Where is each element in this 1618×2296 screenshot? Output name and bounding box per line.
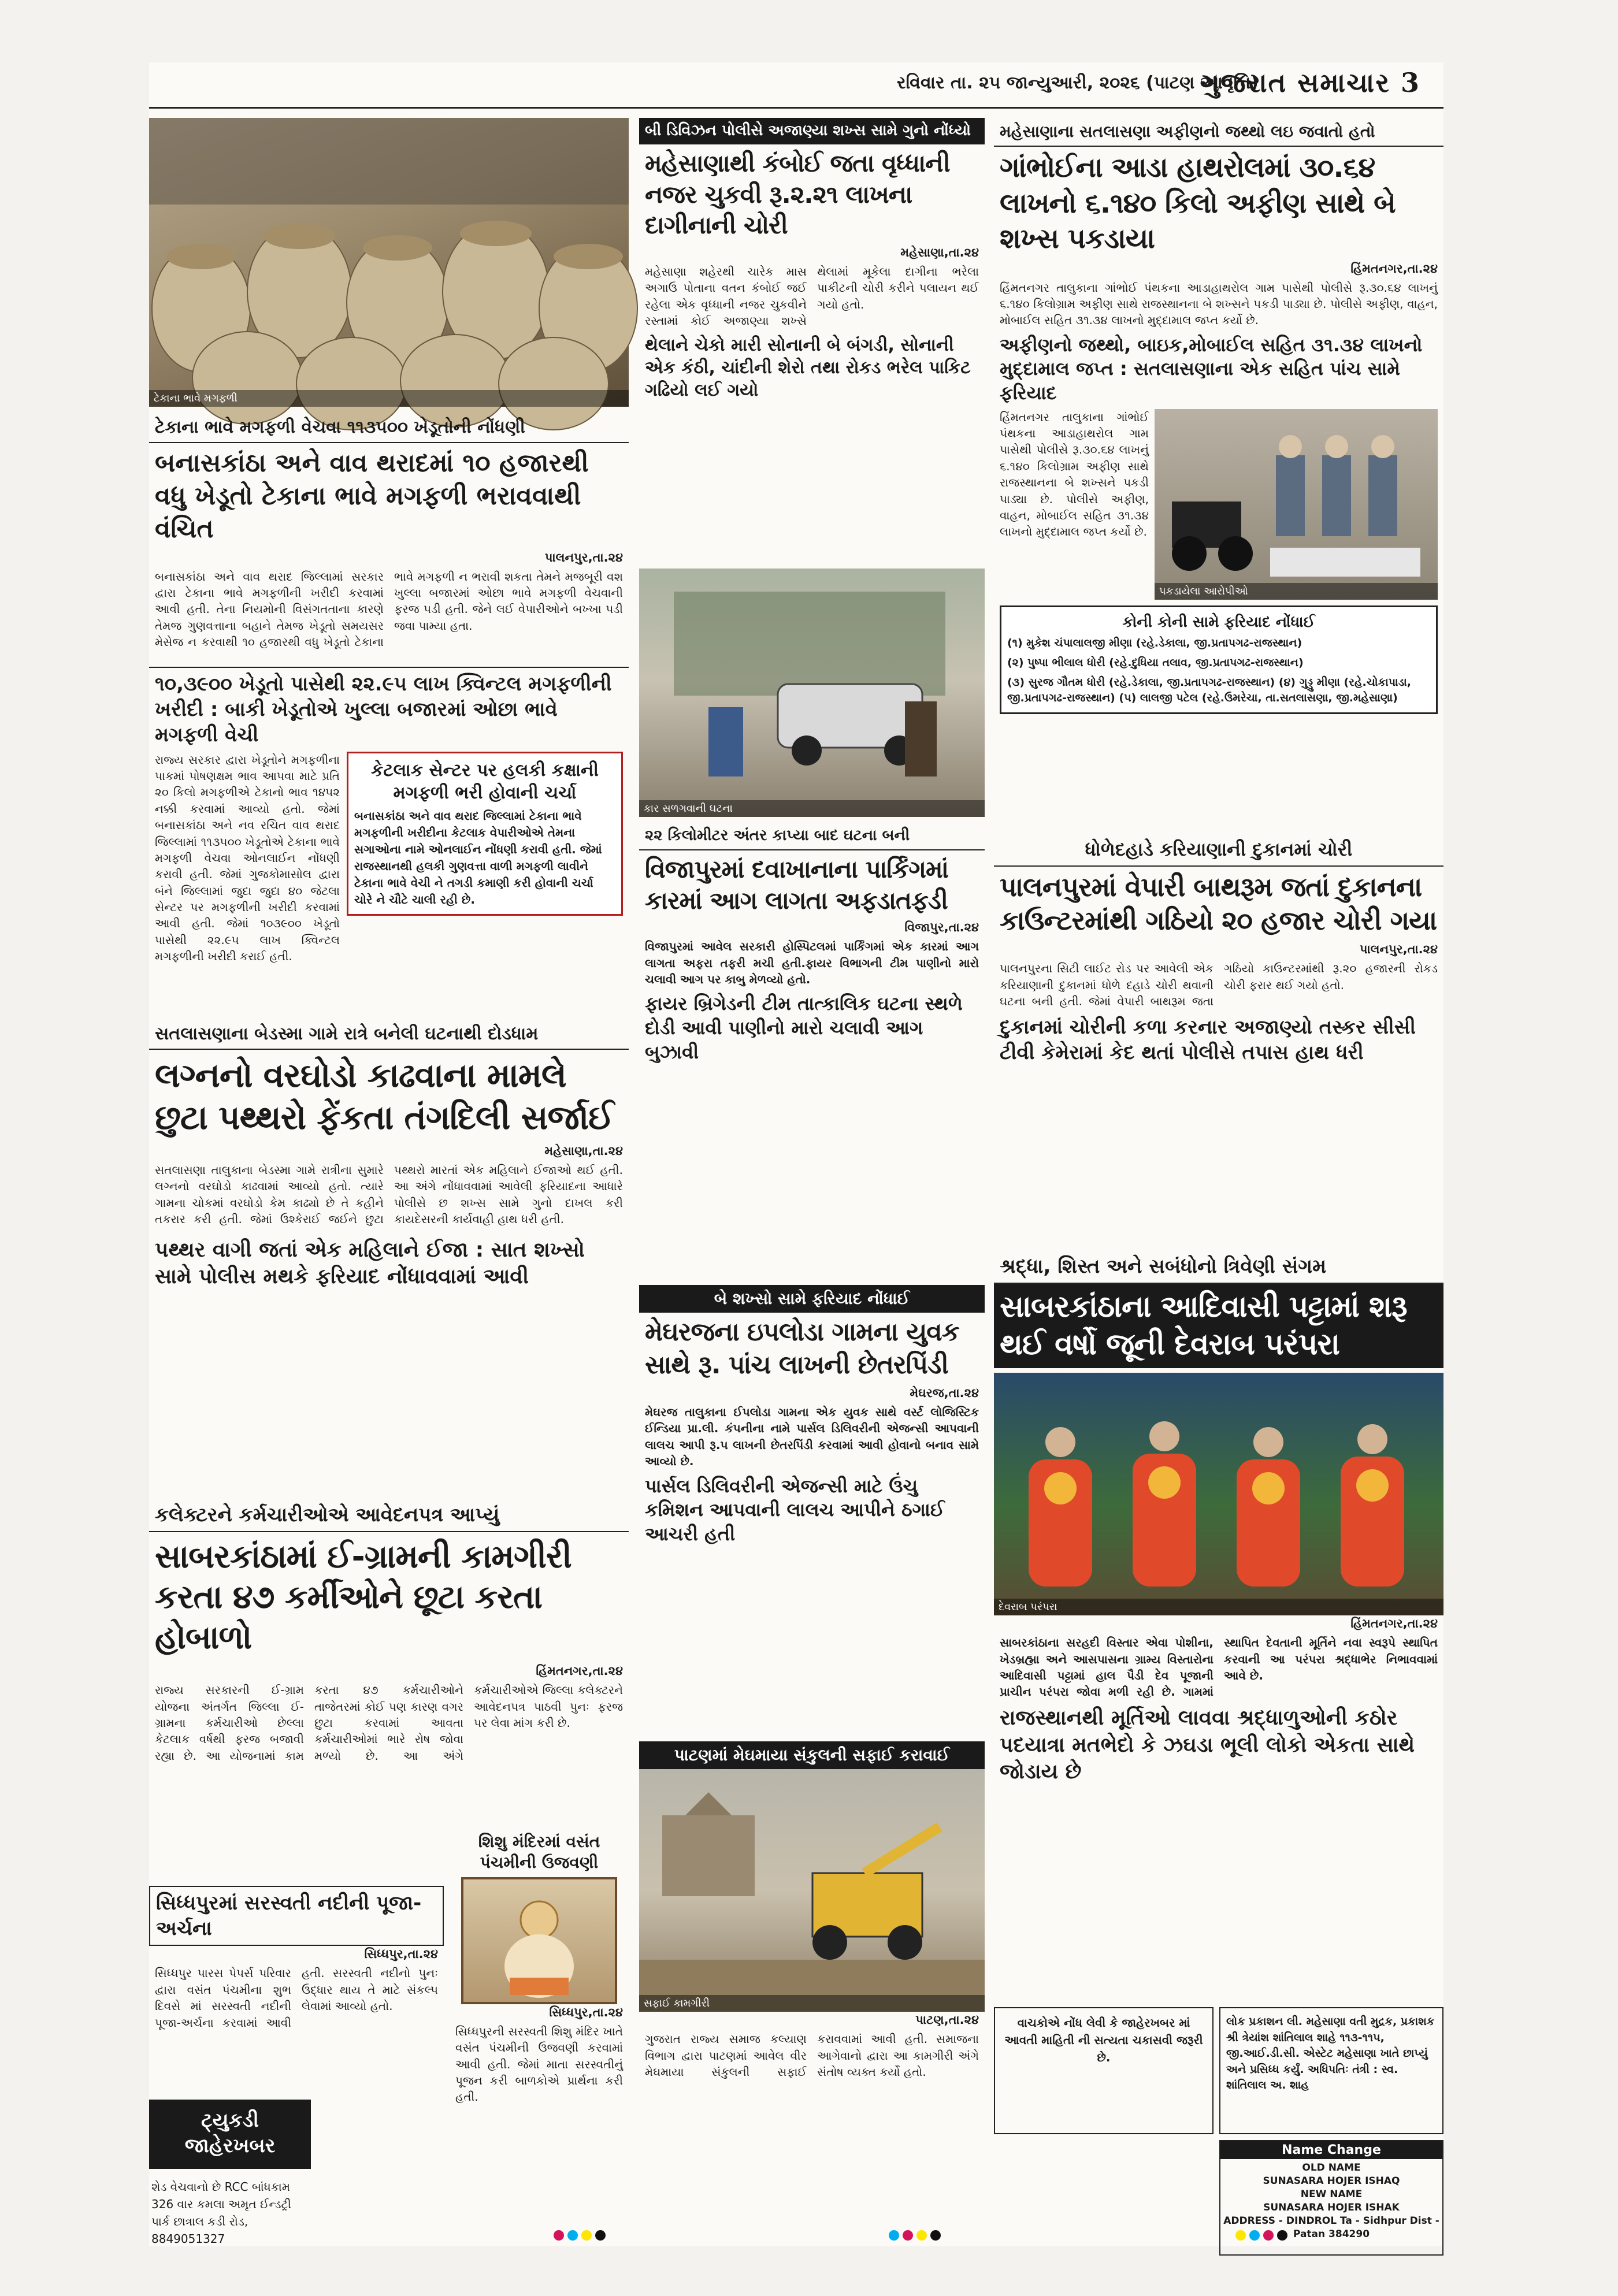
groundnut-photo [149,118,629,407]
saraswati-illustration [463,1879,615,2002]
imprint-box [1219,2007,1443,2134]
story-headline: સિધ્ધપુરમાં સરસ્વતી નદીની પૂજા-અર્ચના [149,1886,444,1946]
story-body: સાબરકાંઠાના સરહદી વિસ્તાર એવા પોશીના, ખેડબ્રહ્મા અને આસપાસના ગ્રામ્ય વિસ્તારોના આદિવાસી પટ્ટામાં હાલ પૈડી દેવ પૂજાની પ્રાચીન પરંપરા જોવા મળી રહી છે. ગામમાં સ્થાપિત દેવતાની મૂર્તિને નવા સ્વરૂપે સ્થાપિત કરવાની આ પરંપરા શ્રદ્ધાભેર નિભાવવામાં આવે છે. [1000,1636,1438,1699]
story-subhead: થેલાને ચેકો મારી સોનાની બે બંગડી, સોનાની એક કંઠી, ચાંદીની શેરો તથા રોકડ ભરેલ પાકિટ ગઢિયો લઈ ગયો [645,335,971,400]
story-headline: લગ્નનો વરઘોડો કાઢવાના મામલે છુટા પથ્થરો ફેંકતા તંગદિલી સર્જાઈ [155,1056,614,1137]
story-body: હિંમતનગર તાલુકાના ગાંભોઈ પંથકના આડાહાથરોલ ગામ પાસેથી પોલીસે રૂ.૩૦.૬૪ લાખનું ૬.૧૪૦ કિલોગ્રામ અફીણ સાથે રાજસ્થાનના બે શખ્સને પકડી પાડ્યા છે. પોલીસે અફીણ, વાહન, મોબાઈલ સહિત ૩૧.૩૪ લાખનો મુદ્દામાલ જપ્ત કર્યો છે. [1000,280,1438,328]
box-body: બનાસકાંઠા અને વાવ થરાદ જિલ્લામાં ટેકાના ભાવે મગફળીની ખરીદીના કેટલાક વેપારીઓએ તેમના સગાઓના નામે ઓનલાઈન નોંધણી કરાવી હતી. જેમાં રાજસ્થાનથી હલકી ગુણવત્તા વાળી મગફળી લાવીને ટેકાના ભાવે વેચી ને તગડી કમાણી કરી હોવાની ચર્ચા ચોરે ને ચૌટે ચાલી રહી છે. [354,808,602,906]
story-body: બનાસકાંઠા અને વાવ થરાદ જિલ્લામાં સરકાર દ્વારા ટેકાના ભાવે મગફળીની ખરીદી કરવામાં આવી હતી. તેના નિયમોની વિસંગતતાના કારણે તેમજ ગુણવત્તાના બહાને તેમજ ખેડૂતો સમયસર મેસેજ ન કરવાથી ૧૦ હજારથી વધુ ખેડૂતો ટેકાના ભાવે મગફળી ન ભરાવી શકતા તેમને મજબૂરી વશ ખુલ્લા બજારમાં ઓછા ભાવે મગફળી વેચવાની ફરજ પડી હતી. જેને લઈ વેપારીઓને બખ્ખા પડી જવા પામ્યા હતા. [155,569,623,649]
groundnut-story-2 [149,667,629,1013]
classified-list [149,2175,450,2256]
story-dateline: પાલનપુર,તા.૨૪ [1359,942,1438,957]
story-dateline: પાલનપુર,તા.૨૪ [544,550,623,564]
issue-date: રવિવાર તા. ૨૫ જાન્યુઆરી, ૨૦૨૬ (પાટણ આવૃત્તિ) [897,73,1259,93]
wedding-clash-story [149,1019,629,1487]
story-headline: પાલનપુરમાં વેપારી બાથરૂમ જતાં દુકાનના કાઉન્ટરમાંથી ગઠિયો ૨૦ હજાર ચોરી ગયા [1000,871,1437,937]
old-name-label: OLD NAME [1302,2162,1361,2174]
story-dateline: વિજાપુર,તા.૨૪ [904,920,979,935]
story-body: સિધ્ધપુર પારસ પેપર્સ પરિવાર દ્વારા વસંત પંચમીના શુભ દિવસે માં સરસ્વતી નદીની પૂજા-અર્ચના કરવામાં આવી હતી. સરસ્વતી નદીનો પુનઃ ઉદ્ધાર થાય તે માટે સંકલ્પ લેવામાં આવ્યો હતો. [155,1966,438,2030]
story-kicker: મહેસાણાના સતલાસણા અફીણનો જથ્થો લઇ જવાતો હતો [994,118,1443,147]
story-dateline: પાટણ,તા.૨૪ [915,2013,979,2027]
story-body: રાજ્ય સરકાર દ્વારા ખેડૂતોને મગફળીના પાકમાં પોષણક્ષમ ભાવ આપવા માટે પ્રતિ ૨૦ કિલો મગફળીએ ટેકાનો ભાવ ૧૪૫૨ નક્કી કરવામાં આવ્યો હતો. જેમાં બનાસકાંઠા અને નવ રચિત વાવ થરાદ જિલ્લામાં ૧૧૩૫૦૦ ખેડૂતોએ ટેકાના ભાવે મગફળી વેચવા ઓનલાઈન નોંધણી કરાવી હતી. જેમાં ગુજકોમાસોલ દ્વારા બંને જિલ્લામાં જુદા જુદા ૪૦ જેટલા સેન્ટર પર મગફળીની ખરીદી કરવામાં આવી હતી. જેમાં ૧૦૩૯૦૦ ખેડૂતો પાસેથી ૨૨.૯૫ લાખ ક્વિન્ટલ મગફળીની ખરીદી કરાઈ હતી. [155,752,340,964]
photo-caption: કાર સળગવાની ઘટના [639,800,985,817]
tribal-photo [994,1373,1443,1615]
egram-story [149,1499,629,1880]
column-middle [639,118,985,2244]
sacks-illustration [149,118,629,407]
registration-marks [1235,2230,1287,2241]
story-body-cont: હિંમતનગર તાલુકાના ગાંભોઈ પંથકના આડાહાથરોલ ગામ પાસેથી પોલીસે રૂ.૩૦.૬૪ લાખનું ૬.૧૪૦ કિલોગ્રામ અફીણ સાથે રાજસ્થાનના બે શખ્સને પકડી પાડ્યા છે. પોલીસે અફીણ, વાહન, મોબાઈલ સહિત ૩૧.૩૪ લાખનો મુદ્દામાલ જપ્ત કર્યો છે. [1000,410,1149,539]
accused-illustration [1155,409,1438,600]
story-headline: મેઘરજના ઇપલોડા ગામના યુવક સાથે રૂ. પાંચ લાખની છેતરપિંડી [645,1317,959,1380]
story-body: સિધ્ધપુરની સરસ્વતી શિશુ મંદિર ખાતે વસંત પંચમીની ઉજવણી કરવામાં આવી હતી. જેમાં માતા સરસ્વતીનું પૂજન કરી બાળકોએ પ્રાર્થના કરી હતી. [455,2024,623,2104]
old-name: SUNASARA HOJER ISHAQ [1263,2175,1400,2187]
classified-line: પાર્ક છાત્રાલ કડી રોડ, [151,2215,248,2228]
column-left [149,118,629,2244]
box-title: કેટલાક સેન્ટર પર હલકી કક્ષાની મગફળી ભરી હોવાની ચર્ચા [371,760,599,803]
tribal-illustration [994,1373,1443,1615]
story-body: મેઘરજ તાલુકાના ઈપલોડા ગામના એક યુવક સાથે વર્સ્ટ લોજિસ્ટિક ઈન્ડિયા પ્રા.લી. કંપનીના નામે પાર્સલ ડિલિવરીની એજન્સી આપવાની લાલચ આપી રૂ.૫ લાખની છેતરપિંડી કરવામાં આવી હોવાનો બનાવ સામે આવ્યો છે. [645,1405,979,1469]
story-headline: બનાસકાંઠા અને વાવ થરાદમાં ૧૦ હજારથી વધુ ખેડૂતો ટેકાના ભાવે મગફળી ભરાવવાથી વંચિત [155,448,589,544]
accused-item: (૨) પુષ્પા ભીલાલ ધોરી (રહે.દુધિયા તલાવ, જી.પ્રતાપગઢ-રાજસ્થાન) [1007,656,1304,669]
story-kicker: ટેકાના ભાવે મગફળી વેચવા ૧૧૩૫૦૦ ખેડૂતોની નોંધણી [149,413,629,443]
car-fire-photo [639,569,985,817]
story-kicker: શ્રદ્ધા, શિસ્ત અને સબંધોનો ત્રિવેણી સંગમ [994,1250,1443,1284]
story-body: ગુજરાત રાજ્ય સમાજ કલ્યાણ વિભાગ દ્વારા પાટણમાં આવેલ વીર મેઘમાયા સંકુલની સફાઈ કરાવવામાં આવી હતી. સમાજના આગેવાનો દ્વારા આ કામગીરી અંગે સંતોષ વ્યક્ત કર્યો હતો. [645,2032,979,2079]
story-kicker: કલેક્ટરને કર્મચારીઓએ આવેદનપત્ર આપ્યું [149,1499,629,1532]
accused-list-box [1000,605,1438,714]
story-headline: સાબરકાંઠામાં ઈ-ગ્રામની કામગીરી કરતા ૪૭ કર્મીઓને છૂટા કરતા હોબાળો [155,1538,572,1657]
story-subhead: દુકાનમાં ચોરીની કળા કરનાર અજાણ્યો તસ્કર સીસી ટીવી કેમેરામાં કેદ થતાં પોલીસે તપાસ હાથ ધરી [1000,1015,1416,1064]
story-body: સતલાસણા તાલુકાના બેડસ્મા ગામે રાત્રીના સુમારે લગ્નનો વરઘોડો કાઢવામાં આવ્યો હતો. ત્યારે ગામના ચોકમાં વરઘોડો કેમ કાઢ્યો છે તે કહીને તકરાર કરી હતી. જેમાં ઉશ્કેરાઈ જઈને છુટા પથ્થરો મારતાં એક મહિલાને ઈજાઓ થઈ હતી. આ અંગે નોંધાવવામાં આવેલી ફરિયાદના આધારે પોલીસે છ શખ્સ સામે ગુનો દાખલ કરી કાયદેસરની કાર્યવાહી હાથ ધરી હતી. [155,1163,623,1227]
jewel-theft-story [639,118,985,557]
column-right [994,118,1443,2244]
registration-marks [554,2230,606,2241]
story-headline: ગાંભોઈના આડા હાથરોલમાં ૩૦.૬૪ લાખનો ૬.૧૪૦ કિલો અફીણ સાથે બે શખ્સ પકડાયા [1000,151,1396,255]
story-headline: મહેસાણાથી કંબોઈ જતા વૃધ્ધાની નજર ચુકવી રૂ.૨.૨૧ લાખના દાગીનાની ચોરી [645,148,950,240]
palanpur-theft-story [994,834,1443,1239]
groundnut-story [149,413,629,661]
classified-title: ટ્યુકડી જાહેરખબર [184,2109,276,2158]
story-body: રાજ્ય સરકારની ઈ-ગ્રામ યોજના અંતર્ગત જિલ્લા ઈ-ગ્રામના કર્મચારીઓ છેલ્લા કેટલાક વર્ષથી ફરજ બજાવી રહ્યા છે. આ યોજનામાં કામ કરતા ૪૭ કર્મચારીઓને તાજેતરમાં કોઈ પણ કારણ વગર છુટા કરવામાં આવતા કર્મચારીઓમાં ભારે રોષ જોવા મળ્યો છે. આ અંગે કર્મચારીઓએ જિલ્લા કલેક્ટરને આવેદનપત્ર પાઠવી પુનઃ ફરજ પર લેવા માંગ કરી છે. [155,1683,623,1763]
story-dateline: હિંમતનગર,તા.૨૪ [536,1664,623,1678]
accused-item: (૩) સુરજ ગૌતમ ધોરી (રહે.ડેકાલા, જી.પ્રતાપગઢ-રાજસ્થાન) (૪) ગુડ્ડુ મીણા (રહે.ચોકાપાડા, જી.પ્રતાપગઢ-રાજસ્થાન) (૫) લાલજી પટેલ (રહે.ઉમરેચા, તા.સતલાસણા, જી.મહેસાણા) [1007,675,1412,705]
story-dateline: મહેસાણા,તા.૨૪ [900,246,979,260]
story-body: વિજાપુરમાં આવેલ સરકારી હોસ્પિટલમાં પાર્કિંગમાં એક કારમાં આગ લાગતા અફરા તફરી મચી હતી.ફાયર વિભાગની ટીમ પાણીનો મારો ચલાવી આગ પર કાબુ મેળવ્યો હતો. [645,939,979,987]
story-dateline: હિંમતનગર,તા.૨૪ [1350,1617,1438,1631]
story-subhead: ફાયર બ્રિગેડની ટીમ તાત્કાલિક ઘટના સ્થળે દોડી આવી પાણીનો મારો ચલાવી આગ બુઝાવી [645,993,963,1063]
story-kicker: સતલાસણાના બેડસ્મા ગામે રાત્રે બનેલી ઘટનાથી દોડધામ [149,1019,629,1050]
photo-caption: સફાઈ કામગીરી [639,1995,985,2012]
newspaper-brand: ગુજરાત સમાચાર 3 [1200,67,1420,98]
accused-photo [1155,409,1438,600]
address: ADDRESS - DINDROL Ta - Sidhpur Dist - Patan 384290 [1223,2215,1439,2240]
box-title: કોની કોની સામે ફરિયાદ નોંધાઈ [1122,613,1315,631]
excavator-photo [639,1769,985,2012]
story-subhead: પાર્સલ ડિલિવરીની એજન્સી માટે ઉંચુ કમિશન આપવાની લાલચ આપીને ઠગાઈ આચરી હતી [645,1474,945,1545]
story-headline: વિજાપુરમાં દવાખાનાના પાર્કિંગમાં કારમાં આગ લાગતા અફડાતફડી [645,855,948,915]
opium-story [994,118,1443,823]
classified-line: 8849051327 [151,2232,225,2246]
newspaper-page [149,62,1443,2246]
photo-caption: ટેકાના ભાવે મગફળી [149,390,629,407]
registration-marks [889,2230,941,2241]
tribal-tradition-story [994,1250,1443,1996]
story-kicker: બે શખ્સો સામે ફરિયાદ નોંધાઈ [639,1285,985,1313]
classified-line: 326 વાર કમલા અમૃત ઈન્ડટ્રી [151,2197,291,2211]
story-kicker: પાટણમાં મેઘમાયા સંકુલની સફાઈ કરાવાઈ [639,1741,985,1769]
story-dateline: સિધ્ધપુર,તા.૨૪ [549,2005,623,2019]
saraswati-photo [461,1877,617,2004]
disclaimer-text: વાચકોએ નોંધ લેવી કે જાહેરખબર માં આવતી માહિતી ની સત્યતા ચકાસવી જરૂરી છે. [1004,2016,1203,2064]
story-dateline: મેઘરજ,તા.૨૪ [910,1386,979,1400]
name-change-title: Name Change [1220,2141,1442,2159]
story-subhead: પથ્થર વાગી જતાં એક મહિલાને ઈજા : સાત શખ્સો સામે પોલીસ મથકે ફરિયાદ નોંધાવવામાં આવી [155,1238,585,1289]
story-kicker: બી ડિવિઝન પોલીસે અજાણ્યા શખ્સ સામે ગુનો નોંધ્યો [639,118,985,144]
mehrja-fraud-story [639,1285,985,1736]
story-headline: શિશુ મંદિરમાં વસંત પંચમીની ઉજવણી [478,1832,600,1873]
story-kicker: ૨૨ કિલોમીટર અંતર કાપ્યા બાદ ઘટના બની [639,823,985,850]
siddhpur-river-story [149,1886,444,2094]
classified-header [149,2100,311,2169]
story-kicker: ધોળેદહાડે કરિયાણાની દુકાનમાં ચોરી [994,834,1443,867]
imprint-text: લોક પ્રકાશન લી. મહેસાણા વતી મુદ્રક, પ્રકાશક શ્રી ત્રેયાંશ શાંતિલાલ શાહે ૧૧૩-૧૧૫, જી.આઈ.ડી.સી. એસ્ટેટ મહેસાણા ખાતે છાપ્યું અને પ્રસિધ્ધ કર્યું. અધિપતિઃ તંત્રી : સ્વ. શાંતિલાલ અ. શાહ [1226,2015,1435,2092]
story-dateline: મહેસાણા,તા.૨૪ [544,1144,623,1158]
patan-cleaning-story [639,1741,985,2261]
story-headline: સાબરકાંઠાના આદિવાસી પટ્ટામાં શરૂ થઈ વર્ષો જૂની દેવરાબ પરંપરા [994,1284,1443,1368]
new-name: SUNASARA HOJER ISHAK [1263,2201,1400,2213]
masthead [149,62,1443,109]
disclaimer-box [994,2007,1214,2134]
classified-line: શેડ વેચવાનો છે RCC બાંધકામ [151,2180,290,2194]
photo-caption: દેવરાબ પરંપરા [994,1599,1443,1615]
story-body: મહેસાણા શહેરથી ચારેક માસ અગાઉ પોતાના વતન કંબોઈ જઈ રહેલા એક વૃધ્ધાની નજર ચુકવીને રસ્તામાં કોઈ અજાણ્યા શખ્સે થેલામાં મૂકેલા દાગીના ભરેલા પાકીટની ચોરી કરીને પલાયન થઈ ગયો હતો. [645,265,979,328]
excavator-illustration [639,1769,985,2012]
photo-caption: પકડાયેલા આરોપીઓ [1155,583,1438,600]
story-dateline: હિંમતનગર,તા.૨૪ [1350,261,1438,276]
story-headline: ૧૦,૩૯૦૦ ખેડૂતો પાસેથી ૨૨.૯૫ લાખ ક્વિન્ટલ મગફળીની ખરીદી : બાકી ખેડૂતોએ ખુલ્લા બજારમાં ઓછા ભાવે મગફળી વેચી [149,667,629,752]
story-body: પાલનપુરના સિટી લાઈટ રોડ પર આવેલી એક કરિયાણાની દુકાનમાં ધોળે દહાડે ચોરી થવાની ઘટના બની હતી. જેમાં વેપારી બાથરૂમ જતા ગઠિયો કાઉન્ટરમાંથી રૂ.૨૦ હજારની રોકડ ચોરી ફરાર થઈ ગયો હતો. [1000,961,1438,1009]
vijapur-fire-story [639,823,985,1273]
story-subhead: અફીણનો જથ્થો, બાઇક,મોબાઈલ સહિત ૩૧.૩૪ લાખનો મુદ્દામાલ જપ્ત : સતલાસણાના એક સહિત પાંચ સામે ફરિયાદ [1000,333,1423,404]
sishu-mandir-story [450,1828,629,2104]
car-illustration [639,569,985,817]
story-dateline: સિધ્ધપુર,તા.૨૪ [364,1947,438,1961]
highlight-box [347,752,623,916]
accused-item: (૧) મુકેશ ચંપાલાલજી મીણા (રહે.ડેકાલા, જી.પ્રતાપગઢ-રાજસ્થાન) [1007,637,1302,650]
new-name-label: NEW NAME [1300,2188,1363,2200]
story-subhead: રાજસ્થાનથી મૂર્તિઓ લાવવા શ્રદ્ધાળુઓની કઠોર પદયાત્રા મતભેદો કે ઝઘડા ભૂલી લોકો એકતા સાથે જોડાય છે [1000,1706,1415,1784]
